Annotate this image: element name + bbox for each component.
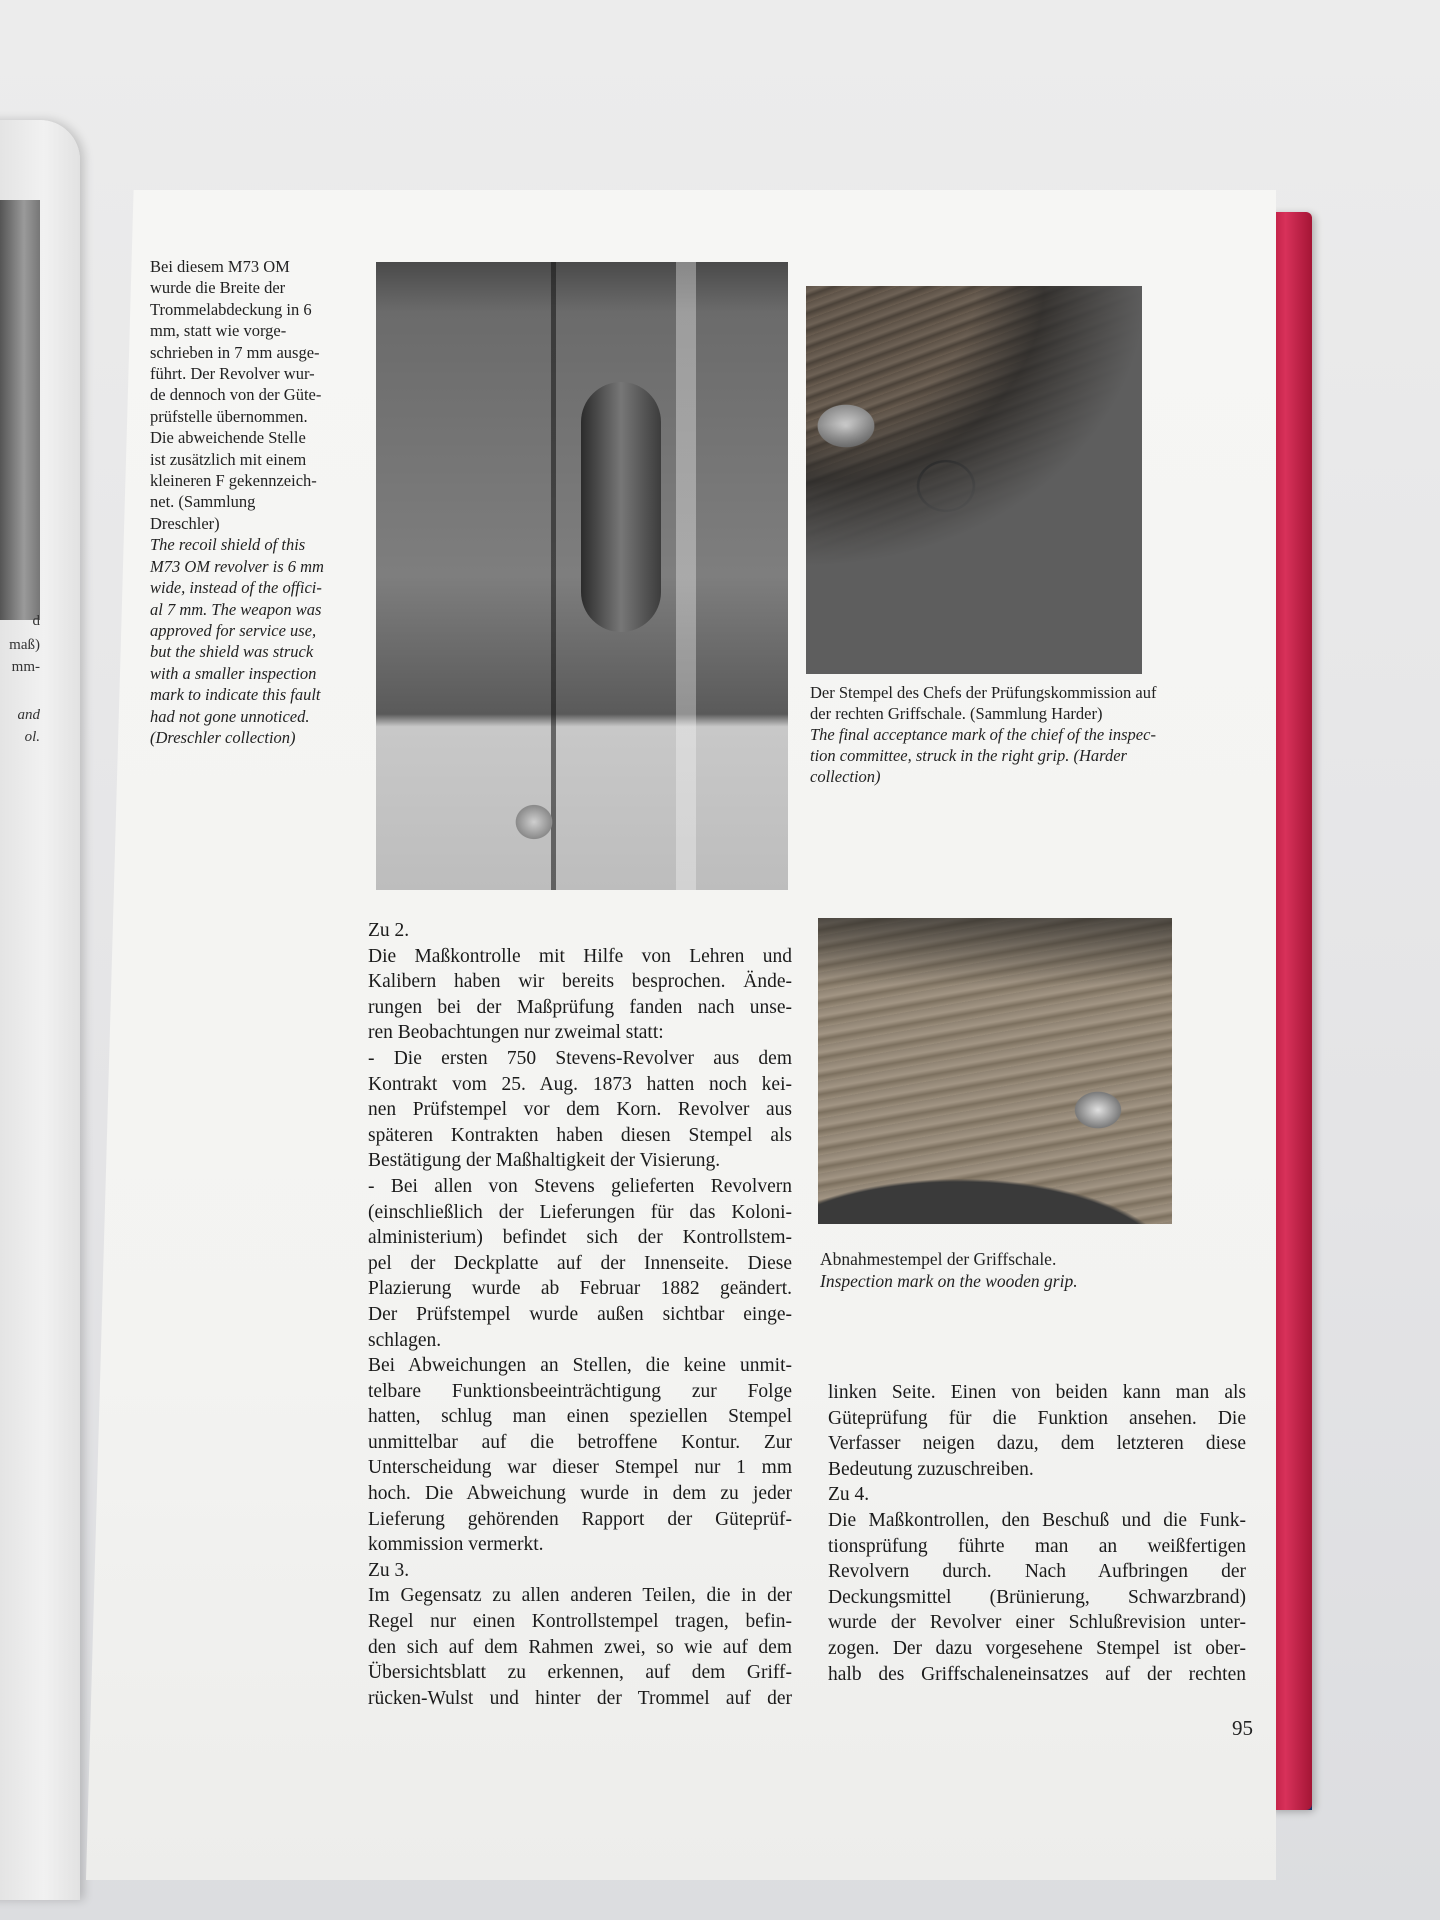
text-column-left: Zu 2. Die Maßkontrolle mit Hilfe von Lehren und Kalibern haben wir bereits besprochen. Ände- rungen bei der Maßprüfung fanden nach unse- ren Beobachtungen nur zweimal statt: - Die ersten 750 Stevens-Revolver aus dem Kontrakt vom 25. Aug. 1873 hatten noch kei- nen Prüfstempel vor dem Korn. Revolver aus späteren Kontrakten haben diesen Stempel als Bestätigung der Maßhaltigkeit der Visierung. - Bei allen von Stevens gelieferten Revolvern (einschließlich der Lieferungen für das Koloni- alministerium) befindet sich der Kontrollstem- pel der Deckplatte auf der Innenseite. Diese Plazierung wurde ab Februar 1882 geändert. Der Prüfstempel wurde außen sichtbar einge- schlagen. Bei Abweichungen an Stellen, die keine unmit- telbare Funktionsbeeinträchtigung zur Folge hatten, schlug man einen speziellen Stempel unmittelbar auf die betroffene Kontur. Zur Unterscheidung war dieser Stempel nur 1 mm hoch. Die Abweichung wurde in dem zu jeder Lieferung gehörenden Rapport der Güteprüf- kommission vermerkt. Zu 3. Im Gegensatz zu allen anderen Teilen, die in der Regel nur einen Kontrollstempel tragen, befin- den sich auf dem Rahmen zwei, so wie auf dem Übersichtsblatt zu erkennen, auf dem Griff- rücken-Wulst und hinter der Trommel auf der (368, 920, 792, 1709)
caption-acceptance-mark: Der Stempel des Chefs der Prüfungskommission auf der rechten Griffschale. (Sammlung Harder) The final acceptance mark of the chief of the inspec- tion committee, struck in the right grip. (Harder collection) (810, 683, 1157, 786)
caption-wooden-grip: Abnahmestempel der Griffschale. Inspection mark on the wooden grip. (820, 1249, 1078, 1291)
left-fragment: ol. (24, 729, 40, 745)
text-column-right: linken Seite. Einen von beiden kann man als Güteprüfung für die Funktion ansehen. Die Verfasser neigen dazu, dem letzteren diese Bedeutung zuzuschreiben. Zu 4. Die Maßkontrollen, den Beschuß und die Funk- tionsprüfung führte man an weißfertigen Revolvern durch. Nach Aufbringen der Deckungsmittel (Brünierung, Schwarzbrand) wurde der Revolver einer Schlußrevision unter- zogen. Der dazu vorgesehene Stempel ist ober- halb des Griffschaleneinsatzes auf der rechten (828, 1382, 1246, 1685)
grip-acceptance-mark-photo (806, 286, 1142, 674)
wooden-grip-inspection-photo (818, 918, 1172, 1224)
left-fragment: maß) (9, 637, 40, 653)
revolver-recoil-shield-photo (376, 262, 788, 890)
caption-recoil-shield: Bei diesem M73 OM wurde die Breite der Trommelabdeckung in 6 mm, statt wie vorge- schrieben in 7 mm ausge- führt. Der Revolver wur- de dennoch von der Güte- prüfstelle übernommen. Die abweichende Stelle ist zusätzlich mit einem kleineren F gekennzeich- net. (Sammlung Dreschler) The recoil shield of this M73 OM revolver is 6 mm wide, instead of the offici- al 7 mm. The weapon was approved for service use, but the shield was struck with a smaller inspection mark to indicate this fault had not gone unnoticed. (Dreschler collection) (150, 257, 324, 747)
left-fragment: d (32, 613, 40, 629)
left-page-photo (0, 200, 40, 620)
page-number: 95 (1232, 1716, 1253, 1740)
left-fragment: and (17, 707, 40, 723)
left-fragment: mm- (11, 659, 40, 675)
